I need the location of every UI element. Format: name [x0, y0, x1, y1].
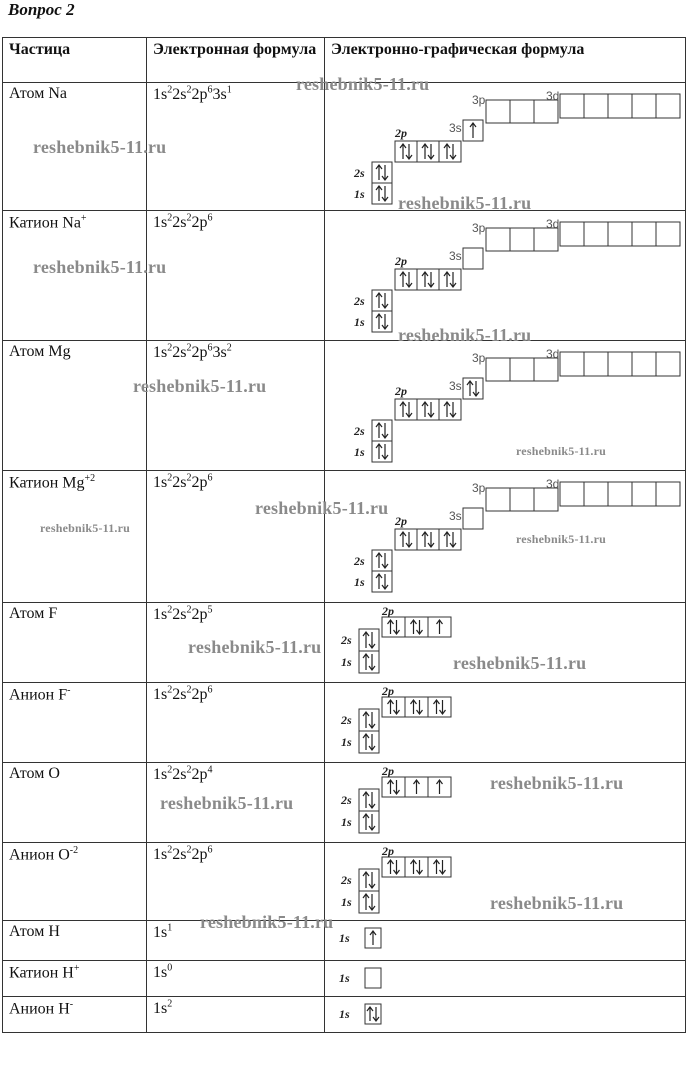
particle-cell: [3, 997, 147, 1033]
graphic-formula-cell: [325, 921, 686, 961]
graphic-formula-cell: [325, 211, 686, 341]
watermark-text: reshebnik5-11.ru: [453, 653, 587, 673]
orbital-3d-box: [608, 482, 632, 506]
orbital-3d-box: [584, 94, 608, 118]
electron-count: 2: [186, 473, 192, 484]
graphic-formula-cell: [325, 471, 686, 603]
orbital-diagram: [325, 843, 685, 919]
watermark-text: reshebnik5-11.ru: [516, 444, 606, 458]
electron-count: 0: [167, 963, 173, 974]
orbital-3d-box: [608, 352, 632, 376]
orbital-3p-box: [486, 100, 510, 123]
sublevel: 2s: [172, 474, 187, 492]
header-particle: Частица: [3, 38, 147, 83]
particle-name: Атом O: [9, 765, 60, 782]
graphic-formula-cell: [325, 763, 686, 843]
orbital-1s-box: [359, 891, 379, 913]
electron-count: 2: [186, 845, 192, 856]
watermark-text: reshebnik5-11.ru: [398, 325, 532, 345]
orbital-diagram: [325, 921, 685, 959]
particle-name: Атом Mg: [9, 343, 71, 360]
orbital-1s-box: [365, 1004, 381, 1024]
label-3d: 3d: [546, 477, 560, 491]
electron-count: 6: [207, 473, 213, 484]
electron-formula: [153, 846, 212, 863]
label-1s: 1s: [341, 735, 352, 749]
orbital-3s-box: [463, 248, 483, 269]
electron-formula-cell: [147, 341, 325, 471]
orbital-2p-box: [395, 269, 417, 290]
label-3p: 3p: [472, 481, 486, 495]
particle-charge: +2: [84, 473, 96, 484]
particle-cell: [3, 921, 147, 961]
orbital-2p-box: [395, 529, 417, 550]
particle-cell: [3, 341, 147, 471]
watermark-text: reshebnik5-11.ru: [296, 74, 430, 94]
label-1s: 1s: [354, 575, 365, 589]
orbital-2p-box: [382, 617, 405, 637]
electron-count: 6: [207, 213, 213, 224]
orbital-3p-box: [486, 488, 510, 511]
label-3d: 3d: [546, 89, 560, 103]
electron-count: 2: [186, 213, 192, 224]
orbital-3p-box: [510, 488, 534, 511]
orbital-diagram: [325, 603, 685, 681]
electron-count: 2: [167, 85, 173, 96]
orbital-1s-box: [359, 651, 379, 673]
label-1s: 1s: [354, 445, 365, 459]
orbital-3p-box: [510, 228, 534, 251]
orbital-3d-box: [632, 222, 656, 246]
orbital-2s-box: [372, 162, 392, 183]
particle-name: Атом H: [9, 923, 60, 940]
particle-cell: [3, 843, 147, 921]
orbital-1s-box: [372, 571, 392, 592]
label-2s: 2s: [354, 166, 365, 180]
particle-charge: -: [69, 999, 74, 1010]
orbital-2p-box: [395, 141, 417, 162]
orbital-2s-box: [359, 709, 379, 731]
table-row: [3, 471, 686, 603]
orbital-3d-box: [608, 94, 632, 118]
particle-name: Катион Na: [9, 214, 81, 232]
particle-cell: [3, 961, 147, 997]
orbital-3d-box: [560, 222, 584, 246]
electron-count: 6: [207, 685, 213, 696]
electron-count: 2: [167, 765, 173, 776]
label-2p: 2p: [395, 514, 407, 528]
orbital-3d-box: [608, 222, 632, 246]
electron-formula: [153, 686, 212, 703]
orbital-diagram: [325, 683, 685, 761]
orbital-2s-box: [359, 629, 379, 651]
orbital-3p-box: [486, 228, 510, 251]
orbital-3d-box: [632, 352, 656, 376]
electron-count: 2: [167, 473, 173, 484]
orbital-diagram: [325, 211, 685, 339]
table-row: [3, 843, 686, 921]
sublevel: 2p: [191, 606, 208, 624]
label-2s: 2s: [341, 713, 352, 727]
label-2s: 2s: [354, 294, 365, 308]
orbital-2p-box: [439, 529, 461, 550]
table-row: [3, 921, 686, 961]
electron-formula-cell: [147, 961, 325, 997]
electron-count: 2: [167, 685, 173, 696]
label-2s: 2s: [354, 554, 365, 568]
watermark-text: reshebnik5-11.ru: [133, 376, 267, 396]
electron-formula-cell: [147, 471, 325, 603]
orbital-1s-box: [359, 731, 379, 753]
orbital-1s-box: [372, 441, 392, 462]
watermark-text: reshebnik5-11.ru: [516, 532, 606, 546]
sublevel: 3s: [212, 86, 227, 104]
orbital-3d-box: [632, 94, 656, 118]
particle-name: Анион H: [9, 1000, 70, 1018]
orbital-2p-box: [382, 857, 405, 877]
sublevel: 1s: [153, 686, 168, 704]
orbital-2p-box: [417, 399, 439, 420]
electron-formula: [153, 344, 232, 361]
sublevel: 1s: [153, 214, 168, 232]
orbital-2p-box: [382, 777, 405, 797]
orbital-3p-box: [510, 100, 534, 123]
particle-name: Катион H: [9, 964, 74, 982]
orbital-2p-box: [439, 269, 461, 290]
orbital-2s-box: [359, 869, 379, 891]
sublevel: 2s: [172, 686, 187, 704]
label-1s: 1s: [341, 655, 352, 669]
electron-count: 2: [186, 343, 192, 354]
particle-name: Атом Na: [9, 85, 68, 102]
orbital-3d-box: [656, 482, 680, 506]
orbital-diagram: [325, 763, 685, 841]
particle-cell: [3, 763, 147, 843]
label-2s: 2s: [341, 633, 352, 647]
sublevel: 1s: [153, 1000, 168, 1018]
orbital-2p-box: [382, 697, 405, 717]
electron-count: 2: [167, 343, 173, 354]
particle-charge: +: [73, 963, 80, 974]
electron-count: 1: [226, 85, 232, 96]
label-3p: 3p: [472, 221, 486, 235]
electron-formula-cell: [147, 211, 325, 341]
orbital-2p-box: [417, 269, 439, 290]
label-1s: 1s: [339, 971, 350, 985]
label-1s: 1s: [354, 187, 365, 201]
electron-formula-cell: [147, 603, 325, 683]
orbital-3s-box: [463, 378, 483, 399]
orbital-2p-box: [428, 857, 451, 877]
electron-formula: [153, 214, 212, 231]
particle-name: Анион F: [9, 686, 68, 704]
sublevel: 1s: [153, 344, 168, 362]
label-1s: 1s: [341, 895, 352, 909]
sublevel: 1s: [153, 474, 168, 492]
electron-formula: [153, 86, 232, 103]
orbital-3d-box: [560, 94, 584, 118]
electron-count: 2: [186, 765, 192, 776]
orbital-2p-box: [405, 617, 428, 637]
particle-cell: [3, 471, 147, 603]
label-3d: 3d: [546, 217, 560, 231]
label-3p: 3p: [472, 93, 486, 107]
watermark-text: reshebnik5-11.ru: [200, 912, 334, 932]
page-title: Вопрос 2: [8, 0, 75, 19]
orbital-diagram: [325, 471, 685, 601]
orbital-2p-box: [395, 399, 417, 420]
electron-count: 6: [207, 343, 213, 354]
watermark-text: reshebnik5-11.ru: [188, 637, 322, 657]
label-3p: 3p: [472, 351, 486, 365]
orbital-2s-box: [372, 420, 392, 441]
label-2p: 2p: [382, 604, 394, 618]
particle-charge: -: [67, 685, 71, 696]
sublevel: 2p: [191, 766, 208, 784]
sublevel: 2s: [172, 606, 187, 624]
particle-name: Катион Mg: [9, 474, 85, 492]
label-3s: 3s: [449, 121, 462, 135]
sublevel: 2s: [172, 846, 187, 864]
watermark-text: reshebnik5-11.ru: [490, 773, 624, 793]
sublevel: 2p: [191, 86, 208, 104]
table-row: [3, 961, 686, 997]
table-row: [3, 997, 686, 1033]
orbital-3p-box: [534, 228, 558, 251]
label-2p: 2p: [382, 684, 394, 698]
orbital-2p-box: [405, 857, 428, 877]
table-row: [3, 83, 686, 211]
orbital-1s-box: [365, 968, 381, 988]
label-2p: 2p: [395, 126, 407, 140]
orbital-3p-box: [534, 358, 558, 381]
electron-formula: [153, 924, 172, 941]
label-3d: 3d: [546, 347, 560, 361]
orbital-1s-box: [372, 311, 392, 332]
orbital-2p-box: [439, 141, 461, 162]
orbital-2p-box: [417, 141, 439, 162]
electron-formula: [153, 964, 172, 981]
table-row: [3, 211, 686, 341]
particle-charge: -2: [69, 845, 79, 856]
sublevel: 1s: [153, 766, 168, 784]
electron-count: 2: [186, 605, 192, 616]
orbital-1s-box: [359, 811, 379, 833]
orbital-diagram: [325, 997, 685, 1031]
watermark-text: reshebnik5-11.ru: [490, 893, 624, 913]
particle-cell: [3, 683, 147, 763]
label-2s: 2s: [354, 424, 365, 438]
particle-cell: [3, 603, 147, 683]
graphic-formula-cell: [325, 997, 686, 1033]
orbital-3d-box: [656, 222, 680, 246]
table-row: [3, 341, 686, 471]
graphic-formula-cell: [325, 603, 686, 683]
electron-formula-cell: [147, 83, 325, 211]
table-row: [3, 603, 686, 683]
orbital-2p-box: [417, 529, 439, 550]
sublevel: 2s: [172, 766, 187, 784]
orbital-3d-box: [656, 94, 680, 118]
table-body: [3, 83, 686, 1033]
electron-formula-cell: [147, 843, 325, 921]
electron-formula-cell: [147, 763, 325, 843]
watermark-text: reshebnik5-11.ru: [255, 498, 389, 518]
electron-count: 6: [207, 85, 213, 96]
electron-count: 6: [207, 845, 213, 856]
electron-count: 2: [186, 685, 192, 696]
label-2p: 2p: [395, 384, 407, 398]
orbital-3s-box: [463, 508, 483, 529]
orbital-3d-box: [560, 352, 584, 376]
sublevel: 1s: [153, 846, 168, 864]
particle-cell: [3, 83, 147, 211]
orbital-2s-box: [372, 290, 392, 311]
graphic-formula-cell: [325, 83, 686, 211]
sublevel: 2p: [191, 686, 208, 704]
electron-formula-cell: [147, 683, 325, 763]
label-2p: 2p: [382, 764, 394, 778]
sublevel: 1s: [153, 86, 168, 104]
graphic-formula-cell: [325, 341, 686, 471]
label-2s: 2s: [341, 873, 352, 887]
electron-formula: [153, 474, 212, 491]
graphic-formula-cell: [325, 843, 686, 921]
electron-count: 4: [207, 765, 213, 776]
orbital-3p-box: [534, 100, 558, 123]
electron-count: 1: [167, 923, 173, 934]
sublevel: 1s: [153, 606, 168, 624]
label-2p: 2p: [382, 844, 394, 858]
orbital-3p-box: [510, 358, 534, 381]
electron-count: 5: [207, 605, 213, 616]
orbital-3d-box: [584, 222, 608, 246]
sublevel: 2s: [172, 86, 187, 104]
label-2p: 2p: [395, 254, 407, 268]
particle-name: Атом F: [9, 605, 58, 622]
sublevel: 1s: [153, 924, 168, 942]
orbital-diagram: [325, 83, 685, 209]
label-3s: 3s: [449, 379, 462, 393]
label-1s: 1s: [341, 815, 352, 829]
watermark-text: reshebnik5-11.ru: [398, 193, 532, 213]
sublevel: 2p: [191, 344, 208, 362]
orbital-2p-box: [405, 697, 428, 717]
orbital-3d-box: [560, 482, 584, 506]
electron-formula-cell: [147, 921, 325, 961]
particle-cell: [3, 211, 147, 341]
electron-count: 2: [186, 85, 192, 96]
orbital-3p-box: [534, 488, 558, 511]
table-header-row: [3, 38, 686, 83]
electron-count: 2: [167, 845, 173, 856]
particle-name: Анион O: [9, 846, 70, 864]
orbital-3p-box: [486, 358, 510, 381]
watermark-text: reshebnik5-11.ru: [40, 521, 130, 535]
electron-count: 2: [167, 999, 173, 1010]
sublevel: 2p: [191, 474, 208, 492]
label-2s: 2s: [341, 793, 352, 807]
electron-count: 2: [167, 605, 173, 616]
watermark-text: reshebnik5-11.ru: [160, 793, 294, 813]
graphic-formula-cell: [325, 961, 686, 997]
electron-formula: [153, 606, 212, 623]
sublevel: 2s: [172, 344, 187, 362]
watermark-text: reshebnik5-11.ru: [33, 137, 167, 157]
electron-count: 2: [167, 213, 173, 224]
label-3s: 3s: [449, 249, 462, 263]
table-row: [3, 683, 686, 763]
orbital-diagram: [325, 961, 685, 995]
orbital-3d-box: [584, 352, 608, 376]
particle-charge: +: [80, 213, 87, 224]
orbital-2s-box: [372, 550, 392, 571]
sublevel: 3s: [212, 344, 227, 362]
label-3s: 3s: [449, 509, 462, 523]
graphic-formula-cell: [325, 683, 686, 763]
orbital-2s-box: [359, 789, 379, 811]
electron-formula-cell: [147, 997, 325, 1033]
orbital-2p-box: [428, 697, 451, 717]
watermark-text: reshebnik5-11.ru: [33, 257, 167, 277]
label-1s: 1s: [339, 1007, 350, 1021]
table-row: [3, 763, 686, 843]
header-electron-formula: Электронная формула: [147, 38, 325, 83]
sublevel: 1s: [153, 964, 168, 982]
electron-config-table: [2, 37, 686, 1033]
electron-formula: [153, 1000, 172, 1017]
header-graphic-formula: Электронно-графическая формула: [325, 38, 686, 83]
sublevel: 2s: [172, 214, 187, 232]
orbital-diagram: [325, 341, 685, 469]
sublevel: 2p: [191, 846, 208, 864]
electron-formula: [153, 766, 212, 783]
orbital-3d-box: [656, 352, 680, 376]
electron-count: 2: [226, 343, 232, 354]
orbital-3d-box: [584, 482, 608, 506]
orbital-1s-box: [372, 183, 392, 204]
orbital-3d-box: [632, 482, 656, 506]
label-1s: 1s: [354, 315, 365, 329]
orbital-2p-box: [439, 399, 461, 420]
label-1s: 1s: [339, 931, 350, 945]
sublevel: 2p: [191, 214, 208, 232]
